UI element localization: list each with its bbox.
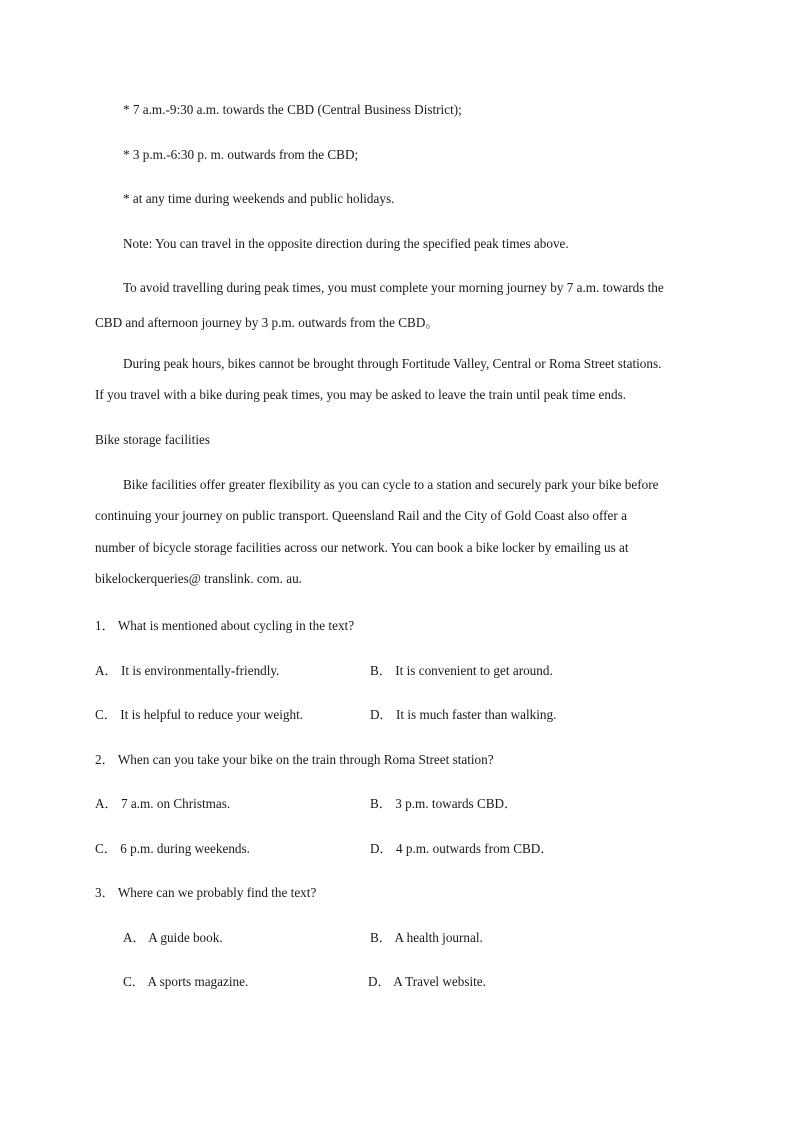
question-2-option-a: A． 7 a.m. on Christmas. bbox=[95, 796, 231, 811]
storage-paragraph-line-4: bikelockerqueries@ translink. com. au. bbox=[95, 571, 302, 586]
question-2-option-d: D． 4 p.m. outwards from CBD． bbox=[370, 841, 554, 856]
question-1-option-c: C． It is helpful to reduce your weight. bbox=[95, 707, 304, 722]
question-1-stem: 1． What is mentioned about cycling in the text? bbox=[95, 618, 355, 633]
avoid-paragraph-line-2: CBD and afternoon journey by 3 p.m. outwards from the CBD。 bbox=[95, 315, 439, 330]
bullet-weekends: * at any time during weekends and public holidays. bbox=[123, 191, 395, 206]
note-text: Note: You can travel in the opposite direction during the specified peak times above. bbox=[123, 236, 569, 251]
question-2-option-c: C． 6 p.m. during weekends. bbox=[95, 841, 250, 856]
peak-paragraph-line-1: During peak hours, bikes cannot be brought through Fortitude Valley, Central or Roma Street stations. bbox=[123, 356, 662, 371]
question-2-stem: 2． When can you take your bike on the train through Roma Street station? bbox=[95, 752, 494, 767]
peak-paragraph-line-2: If you travel with a bike during peak times, you may be asked to leave the train until peak time ends. bbox=[95, 387, 627, 402]
question-1-option-d: D． It is much faster than walking. bbox=[370, 707, 557, 722]
question-3-option-b: B． A health journal. bbox=[370, 930, 483, 945]
section-heading: Bike storage facilities bbox=[95, 432, 210, 447]
bullet-peak-afternoon: * 3 p.m.-6:30 p. m. outwards from the CBD; bbox=[123, 147, 359, 162]
storage-paragraph-line-1: Bike facilities offer greater flexibility as you can cycle to a station and securely park your bike before bbox=[123, 477, 659, 492]
question-2-option-b: B． 3 p.m. towards CBD． bbox=[370, 796, 518, 811]
storage-paragraph-line-3: number of bicycle storage facilities across our network. You can book a bike locker by emailing us at bbox=[95, 540, 629, 555]
avoid-paragraph-line-1: To avoid travelling during peak times, you must complete your morning journey by 7 a.m. towards the bbox=[123, 280, 664, 295]
question-3-option-a: A． A guide book. bbox=[123, 930, 223, 945]
question-1-option-b: B． It is convenient to get around. bbox=[370, 663, 553, 678]
bullet-peak-morning: * 7 a.m.-9:30 a.m. towards the CBD (Central Business District); bbox=[123, 102, 462, 117]
question-1-option-a: A． It is environmentally-friendly. bbox=[95, 663, 280, 678]
question-3-option-c: C． A sports magazine. bbox=[123, 974, 249, 989]
question-3-option-d: D． A Travel website. bbox=[368, 974, 486, 989]
storage-paragraph-line-2: continuing your journey on public transport. Queensland Rail and the City of Gold Coast also offer a bbox=[95, 508, 627, 523]
question-3-stem: 3． Where can we probably find the text? bbox=[95, 885, 317, 900]
